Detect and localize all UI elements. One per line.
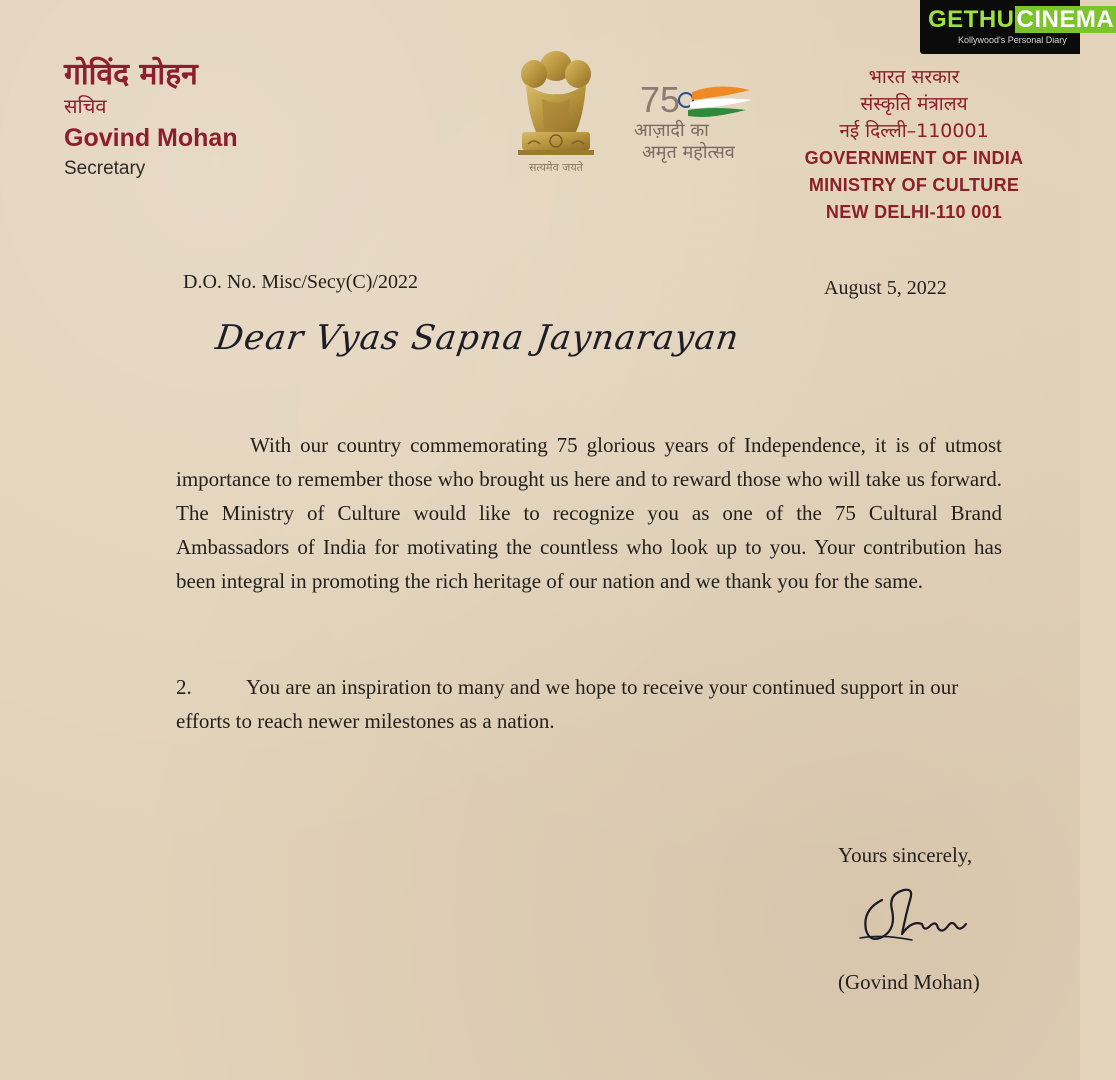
- paragraph-2-number: 2.: [176, 675, 192, 699]
- watermark-tagline: Kollywood's Personal Diary: [958, 35, 1067, 45]
- ministry-english-line3: NEW DELHI-110 001: [825, 202, 1003, 222]
- ministry-english-line1: GOVERNMENT OF INDIA: [804, 148, 1024, 168]
- sender-name-english: Govind Mohan: [64, 124, 238, 152]
- signatory-name: (Govind Mohan): [838, 970, 980, 994]
- paragraph-1-text: With our country commemorating 75 glorious years of Independence, it is of utmost importance to remember those who brought us here and to reward those who will take us forward. The Ministry of Culture would like to recognize you as one of the 75 Cultural Brand Ambassadors of India for motivating the countless who look up to you. Your contribution has been integral in promoting the rich heritage of our nation and we thank you for the same.: [176, 433, 1002, 593]
- letter-paragraph-1: [176, 428, 1002, 598]
- handwritten-salutation: Dear Vyas Sapna Jaynarayan: [213, 318, 742, 358]
- ministry-hindi-line3: नई दिल्ली–110001: [839, 120, 989, 142]
- azadi-logo-line1: आज़ादी का: [634, 120, 709, 141]
- watermark-brand-part2: CINEMA: [1016, 6, 1115, 33]
- emblem-motto: सत्यमेव जयते: [528, 161, 583, 174]
- sender-name-hindi: गोविंद मोहन: [64, 57, 198, 92]
- letter-paragraph-2: [176, 670, 1002, 738]
- signature-icon: [852, 880, 972, 960]
- sender-title-hindi: सचिव: [64, 94, 107, 118]
- watermark-brand-part1: GETHU: [928, 6, 1015, 33]
- letter-date: August 5, 2022: [824, 277, 947, 299]
- ministry-hindi-line2: संस्कृति मंत्रालय: [860, 93, 968, 115]
- azadi-logo-line2: अमृत महोत्सव: [642, 142, 735, 163]
- sender-title-english: Secretary: [64, 158, 146, 179]
- ministry-english-line2: MINISTRY OF CULTURE: [808, 175, 1020, 195]
- gethucinema-watermark-logo: [920, 0, 1115, 54]
- azadi-logo-number: 75: [640, 79, 681, 120]
- paragraph-2-text: You are an inspiration to many and we hope to receive your continued support in our efforts to reach newer milestones as a nation.: [176, 675, 959, 733]
- letter-reference-number: D.O. No. Misc/Secy(C)/2022: [183, 271, 418, 293]
- ministry-hindi-line1: भारत सरकार: [868, 66, 960, 88]
- ministry-address-block: [784, 64, 1044, 226]
- letter-closing: Yours sincerely,: [838, 843, 973, 867]
